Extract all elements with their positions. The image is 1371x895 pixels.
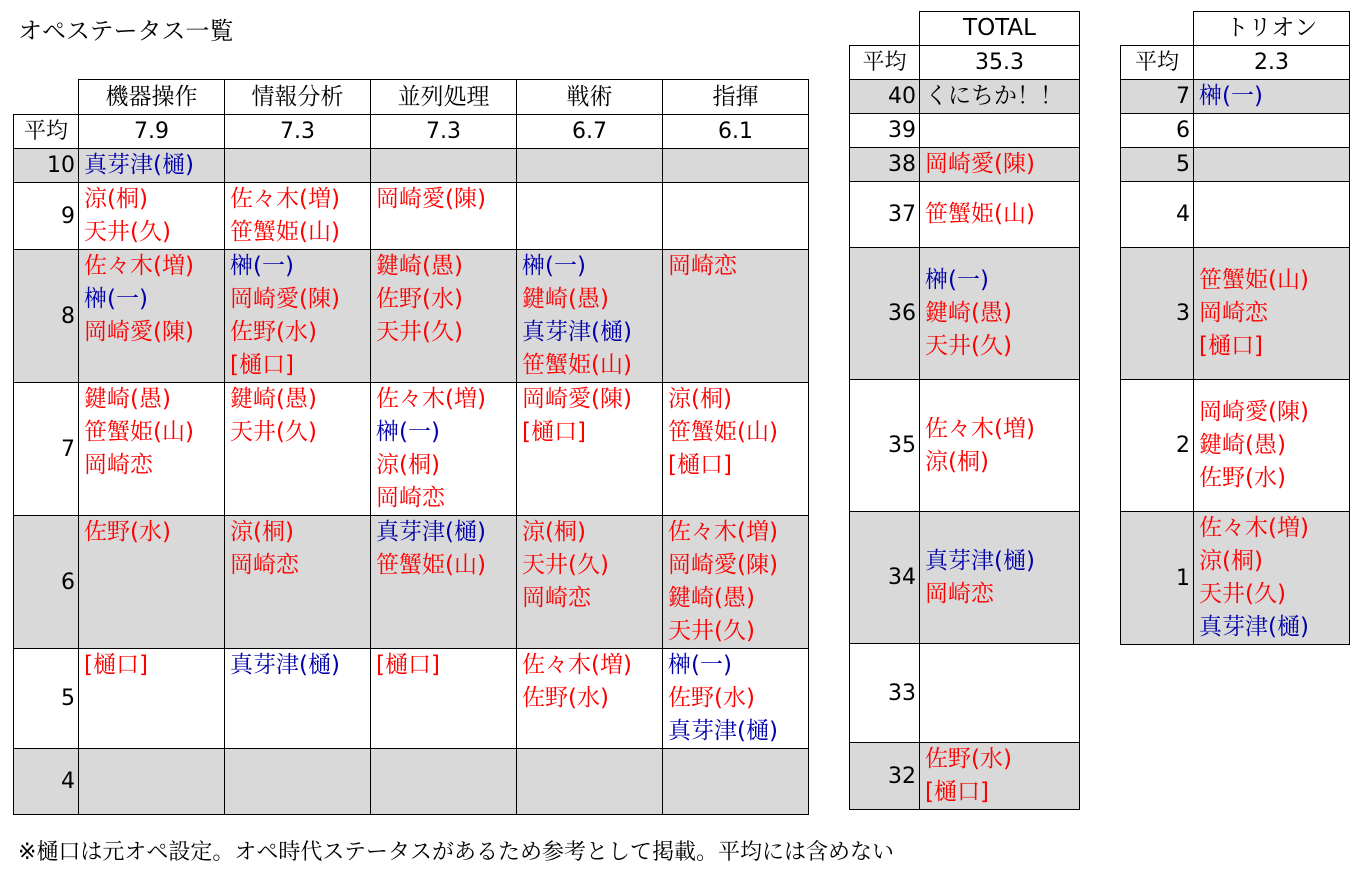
member-name: 榊(一) — [376, 419, 440, 445]
member-name: 天井(久) — [230, 419, 317, 445]
member-name: 岡崎愛(陳) — [668, 552, 778, 578]
table-header: トリオン — [1194, 12, 1350, 46]
rank-row — [1121, 248, 1350, 380]
status-cell — [225, 383, 371, 516]
names-cell — [1194, 80, 1350, 114]
names-cell — [1194, 182, 1350, 248]
header-corner — [850, 12, 920, 46]
rank-label: 5 — [1121, 148, 1194, 182]
header-corner — [14, 80, 79, 115]
member-name: [樋口] — [376, 652, 440, 678]
member-name: 佐野(水) — [84, 519, 171, 545]
member-name: 涼(桐) — [376, 452, 440, 478]
member-name: 涼(桐) — [668, 386, 732, 412]
status-cell — [225, 649, 371, 749]
member-name: [樋口] — [925, 779, 989, 805]
status-cell — [371, 183, 517, 250]
average-label: 平均 — [1121, 46, 1194, 80]
member-name: 榊(一) — [668, 652, 732, 678]
rank-label: 37 — [850, 182, 920, 248]
member-name: 佐野(水) — [925, 746, 1012, 772]
member-name: 涼(桐) — [230, 519, 294, 545]
member-name: 笹蟹姫(山) — [925, 201, 1035, 227]
rank-label: 7 — [14, 383, 79, 516]
rank-row — [850, 182, 1080, 248]
rank-row — [1121, 182, 1350, 248]
status-cell — [663, 149, 809, 183]
status-cell — [79, 149, 225, 183]
rank-row — [1121, 80, 1350, 114]
member-name: 笹蟹姫(山) — [668, 419, 778, 445]
status-cell — [517, 516, 663, 649]
member-name: 涼(桐) — [522, 519, 586, 545]
rank-row — [14, 149, 809, 183]
rank-label: 10 — [14, 149, 79, 183]
member-name: [樋口] — [84, 652, 148, 678]
member-name: 岡崎愛(陳) — [925, 151, 1035, 177]
member-name: 岡崎恋 — [376, 485, 445, 511]
average-row — [14, 115, 809, 149]
names-cell — [920, 114, 1080, 148]
member-name: 真芽津(樋) — [668, 718, 778, 744]
names-cell — [920, 148, 1080, 182]
member-name: 榊(一) — [925, 267, 989, 293]
status-cell — [371, 749, 517, 815]
member-name: 鍵崎(愚) — [522, 286, 609, 312]
member-name: 真芽津(樋) — [1199, 614, 1309, 640]
header-row — [1121, 12, 1350, 46]
member-name: 涼(桐) — [925, 448, 989, 475]
member-name: 岡崎恋 — [1199, 300, 1268, 326]
rank-label: 2 — [1121, 380, 1194, 512]
average-value: 7.3 — [225, 115, 371, 149]
rank-label: 33 — [850, 644, 920, 743]
rank-label: 3 — [1121, 248, 1194, 380]
rank-row — [850, 248, 1080, 380]
status-cell — [517, 149, 663, 183]
main-status-table — [13, 79, 809, 815]
member-name: [樋口] — [668, 452, 732, 478]
rank-row — [850, 148, 1080, 182]
status-cell — [371, 149, 517, 183]
member-name: 岡崎愛(陳) — [1199, 399, 1309, 425]
member-name: 岡崎恋 — [84, 452, 153, 478]
member-name: 天井(久) — [668, 618, 755, 644]
rank-label: 38 — [850, 148, 920, 182]
member-name: 佐々木(増) — [84, 253, 194, 279]
status-cell — [663, 649, 809, 749]
member-name: [樋口] — [1199, 333, 1263, 359]
names-cell — [920, 512, 1080, 644]
status-cell — [663, 516, 809, 649]
rank-row — [850, 743, 1080, 810]
names-cell — [920, 182, 1080, 248]
member-name: 岡崎愛(陳) — [376, 186, 486, 212]
member-name: 鍵崎(愚) — [230, 386, 317, 412]
member-name: [樋口] — [230, 352, 294, 378]
member-name: 岡崎恋 — [668, 253, 737, 279]
member-name: 涼(桐) — [1199, 548, 1263, 574]
average-value: 6.1 — [663, 115, 809, 149]
member-name: 笹蟹姫(山) — [84, 419, 194, 445]
member-name: くにちか！！ — [925, 83, 1063, 109]
rank-row — [850, 80, 1080, 114]
status-cell — [371, 516, 517, 649]
status-cell — [663, 183, 809, 250]
rank-label: 4 — [14, 749, 79, 815]
names-cell — [920, 380, 1080, 512]
status-cell — [79, 183, 225, 250]
rank-label: 8 — [14, 250, 79, 383]
average-row — [850, 46, 1080, 80]
rank-label: 4 — [1121, 182, 1194, 248]
rank-row — [14, 516, 809, 649]
status-cell — [79, 516, 225, 649]
average-value: 2.3 — [1194, 46, 1350, 80]
footnote: ※樋口は元オペ設定。オペ時代ステータスがあるため参考として掲載。平均には含めない — [18, 840, 894, 865]
status-cell — [663, 383, 809, 516]
member-name: 佐野(水) — [1199, 465, 1286, 491]
header-row — [850, 12, 1080, 46]
member-name: 天井(久) — [1199, 581, 1286, 607]
member-name: 佐野(水) — [522, 685, 609, 711]
member-name: 鍵崎(愚) — [376, 253, 463, 279]
member-name: 榊(一) — [84, 286, 148, 312]
rank-label: 7 — [1121, 80, 1194, 114]
rank-label: 36 — [850, 248, 920, 380]
names-cell — [1194, 148, 1350, 182]
member-name: 岡崎愛(陳) — [522, 386, 632, 412]
average-value: 6.7 — [517, 115, 663, 149]
member-name: 笹蟹姫(山) — [1199, 267, 1309, 293]
member-name: 笹蟹姫(山) — [522, 352, 632, 378]
names-cell — [920, 80, 1080, 114]
average-label: 平均 — [850, 46, 920, 80]
status-cell — [517, 749, 663, 815]
rank-row — [850, 512, 1080, 644]
status-cell — [79, 749, 225, 815]
rank-row — [1121, 512, 1350, 645]
rank-row — [1121, 148, 1350, 182]
status-cell — [371, 383, 517, 516]
status-cell — [79, 250, 225, 383]
names-cell — [1194, 380, 1350, 512]
member-name: 榊(一) — [1199, 83, 1263, 109]
total-table — [849, 11, 1080, 810]
column-header: 情報分析 — [225, 80, 371, 115]
rank-row — [850, 644, 1080, 743]
status-cell — [517, 183, 663, 250]
member-name: 佐々木(増) — [1199, 515, 1309, 541]
status-cell — [225, 749, 371, 815]
member-name: 佐々木(増) — [668, 519, 778, 545]
member-name: 真芽津(樋) — [522, 319, 632, 345]
rank-label: 34 — [850, 512, 920, 644]
status-cell — [225, 183, 371, 250]
average-value: 7.3 — [371, 115, 517, 149]
names-cell — [1194, 512, 1350, 645]
rank-label: 6 — [14, 516, 79, 649]
status-cell — [517, 250, 663, 383]
member-name: 鍵崎(愚) — [84, 386, 171, 412]
rank-row — [1121, 380, 1350, 512]
rank-row — [850, 380, 1080, 512]
average-row — [1121, 46, 1350, 80]
member-name: 榊(一) — [230, 253, 294, 279]
rank-row — [14, 383, 809, 516]
rank-label: 40 — [850, 80, 920, 114]
status-cell — [371, 649, 517, 749]
member-name: 佐野(水) — [668, 685, 755, 711]
member-name: 天井(久) — [925, 333, 1012, 359]
member-name: 佐々木(増) — [230, 186, 340, 212]
member-name: [樋口] — [522, 419, 586, 445]
status-cell — [663, 250, 809, 383]
average-value: 7.9 — [79, 115, 225, 149]
column-header: 戦術 — [517, 80, 663, 115]
member-name: 天井(久) — [376, 319, 463, 345]
column-header: 機器操作 — [79, 80, 225, 115]
member-name: 佐々木(増) — [376, 386, 486, 412]
table-header: TOTAL — [920, 12, 1080, 46]
member-name: 涼(桐) — [84, 186, 148, 212]
rank-row — [14, 183, 809, 250]
names-cell — [920, 644, 1080, 743]
member-name: 岡崎恋 — [230, 552, 299, 578]
member-name: 岡崎愛(陳) — [230, 286, 340, 312]
member-name: 鍵崎(愚) — [1199, 432, 1286, 458]
member-name: 真芽津(樋) — [376, 519, 486, 545]
status-cell — [225, 149, 371, 183]
status-cell — [225, 250, 371, 383]
rank-row — [14, 649, 809, 749]
member-name: 榊(一) — [522, 253, 586, 279]
member-name: 岡崎恋 — [925, 580, 994, 607]
member-name: 岡崎愛(陳) — [84, 319, 194, 345]
header-corner — [1121, 12, 1194, 46]
member-name: 鍵崎(愚) — [925, 300, 1012, 326]
rank-label: 5 — [14, 649, 79, 749]
rank-label: 6 — [1121, 114, 1194, 148]
names-cell — [920, 248, 1080, 380]
member-name: 佐々木(増) — [925, 415, 1035, 442]
status-cell — [79, 649, 225, 749]
rank-label: 35 — [850, 380, 920, 512]
member-name: 天井(久) — [84, 219, 171, 245]
rank-row — [1121, 114, 1350, 148]
names-cell — [920, 743, 1080, 810]
member-name: 真芽津(樋) — [925, 547, 1035, 574]
rank-label: 1 — [1121, 512, 1194, 645]
member-name: 真芽津(樋) — [230, 652, 340, 678]
average-label: 平均 — [14, 115, 79, 149]
rank-row — [850, 114, 1080, 148]
status-cell — [517, 649, 663, 749]
column-header: 指揮 — [663, 80, 809, 115]
member-name: 佐野(水) — [230, 319, 317, 345]
rank-label: 32 — [850, 743, 920, 810]
page-title: オペステータス一覧 — [18, 17, 234, 45]
member-name: 岡崎恋 — [522, 585, 591, 611]
member-name: 天井(久) — [522, 552, 609, 578]
status-cell — [79, 383, 225, 516]
member-name: 佐々木(増) — [522, 652, 632, 678]
member-name: 佐野(水) — [376, 286, 463, 312]
status-cell — [517, 383, 663, 516]
member-name: 笹蟹姫(山) — [230, 219, 340, 245]
column-header: 並列処理 — [371, 80, 517, 115]
names-cell — [1194, 114, 1350, 148]
status-cell — [663, 749, 809, 815]
member-name: 真芽津(樋) — [84, 152, 194, 178]
rank-row — [14, 749, 809, 815]
rank-label: 9 — [14, 183, 79, 250]
rank-label: 39 — [850, 114, 920, 148]
header-row — [14, 80, 809, 115]
member-name: 鍵崎(愚) — [668, 585, 755, 611]
names-cell — [1194, 248, 1350, 380]
average-value: 35.3 — [920, 46, 1080, 80]
trion-table — [1120, 11, 1350, 645]
status-cell — [225, 516, 371, 649]
status-cell — [371, 250, 517, 383]
rank-row — [14, 250, 809, 383]
member-name: 笹蟹姫(山) — [376, 552, 486, 578]
